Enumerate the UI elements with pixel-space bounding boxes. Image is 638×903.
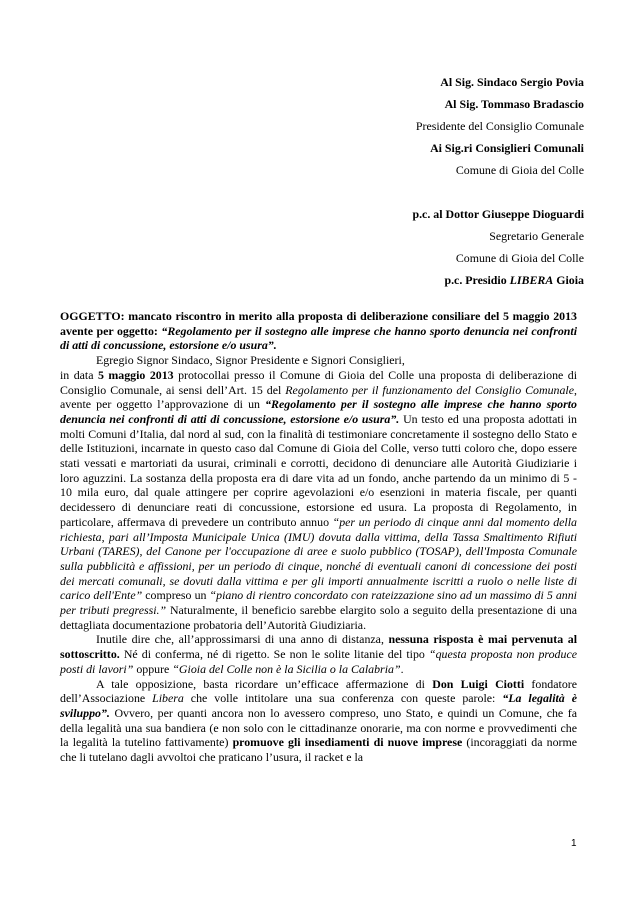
addressee-councillors: Ai Sig.ri Consiglieri Comunali [430, 141, 584, 155]
cc-libera: p.c. Presidio LIBERA Gioia [444, 273, 584, 287]
addressee-mayor: Al Sig. Sindaco Sergio Povia [440, 75, 584, 89]
cc-secretary-role: Segretario Generale [489, 229, 584, 243]
addressee-municipality: Comune di Gioia del Colle [455, 163, 584, 177]
cc-secretary: p.c. al Dottor Giuseppe Dioguardi [412, 207, 584, 221]
salutation: Egregio Signor Sindaco, Signor Presidente e Signori Consiglieri, [96, 353, 405, 368]
subject-paragraph: OGGETTO: mancato riscontro in merito alla proposta di deliberazione consiliare del 5 maggio 2013 avente per oggetto: “Regolamento per il sostegno alle imprese che hanno sporto denuncia nei confronti di atti di concussione, estorsione e/o usura”. [60, 309, 577, 353]
page-number: 1 [571, 838, 577, 849]
paragraph-legality: A tale opposizione, basta ricordare un’efficace affermazione di Don Luigi Ciotti fondatore dell’Associazione Libera che volle intitolare una sua conferenza con queste parole: “La legalità è sviluppo”. Ovvero, per quanti ancora non lo avessero compreso, uno Stato, e quindi un Comune, che fa della legalità una sua bandiera (e non solo con le cittadinanze onorarie, ma con norme e provvedimenti che la legalità la tutelino fattivamente) promuove gli insediamenti di nuove imprese (incoraggiati da norme che li tutelano dagli avvoltoi che praticano l’usura, il racket e la [60, 676, 577, 765]
addressee-role: Presidente del Consiglio Comunale [415, 119, 584, 133]
letter-body [60, 309, 577, 765]
cc-municipality: Comune di Gioia del Colle [455, 251, 584, 265]
paragraph-no-response: Inutile dire che, all’approssimarsi di una anno di distanza, nessuna risposta è mai pervenuta al sottoscritto. Né di conferma, né di rigetto. Se non le solite litanie del tipo “questa proposta non produce posti di lavori” oppure “Gioia del Colle non è la Sicilia o la Calabria”. [60, 632, 578, 676]
paragraph-proposal: in data 5 maggio 2013 protocollai presso il Comune di Gioia del Colle una proposta di deliberazione di Consiglio Comunale, ai sensi dell’Art. 15 del Regolamento per il funzionamento del Consiglio Comunale, avente per oggetto l’approvazione di un “Regolamento per il sostegno alle imprese che hanno sporto denuncia nei confronti di atti di concussione, estorsione e/o usura”. Un testo ed una proposta adottati in molti Comuni d’Italia, dal nord al sud, con la finalità di testimoniare concretamente il sostegno dello Stato e delle Istituzioni, incarnate in questo caso dal Comune di Gioia del Colle, verso tutti coloro che, dopo essere stati vessati e martoriati da usurai, criminali e corrotti, decidono di denunciare alle Autorità Giudiziarie i loro aguzzini. La sostanza della proposta era di dare vita ad un fondo, anche partendo da un minimo di 5 - 10 mila euro, dal quale attingere per coprire agevolazioni e/o esenzioni in materia fiscale, per quanti decidessero di denunciare reati di concussione, estorsione ed usura. La proposta di Regolamento, in particolare, affermava di prevedere un contributo annuo “per un periodo di cinque anni dal momento della richiesta, pari all’Imposta Municipale Unica (IMU) dovuta dalla vittima, della Tassa Smaltimento Rifiuti Urbani (TARES), del Canone per l'occupazione di aree e suolo pubblico (TOSAP), dell'Imposta Comunale sulla pubblicità e affissioni, per un periodo di cinque, nonché di eventuali canoni di concessione dei posti dei mercati comunali, se dovuti dalla vittima e per gli importi annualmente iscritti a ruolo o nelle liste di carico dell'Ente” compreso un “piano di rientro concordato con rateizzazione sino ad un massimo di 5 anni per tributi pregressi.” Naturalmente, il beneficio sarebbe elargito solo a seguito della presentazione di una dettagliata documentazione probatoria dell’Autorità Giudiziaria. [60, 367, 577, 632]
addressee-council-president: Al Sig. Tommaso Bradascio [444, 97, 584, 111]
